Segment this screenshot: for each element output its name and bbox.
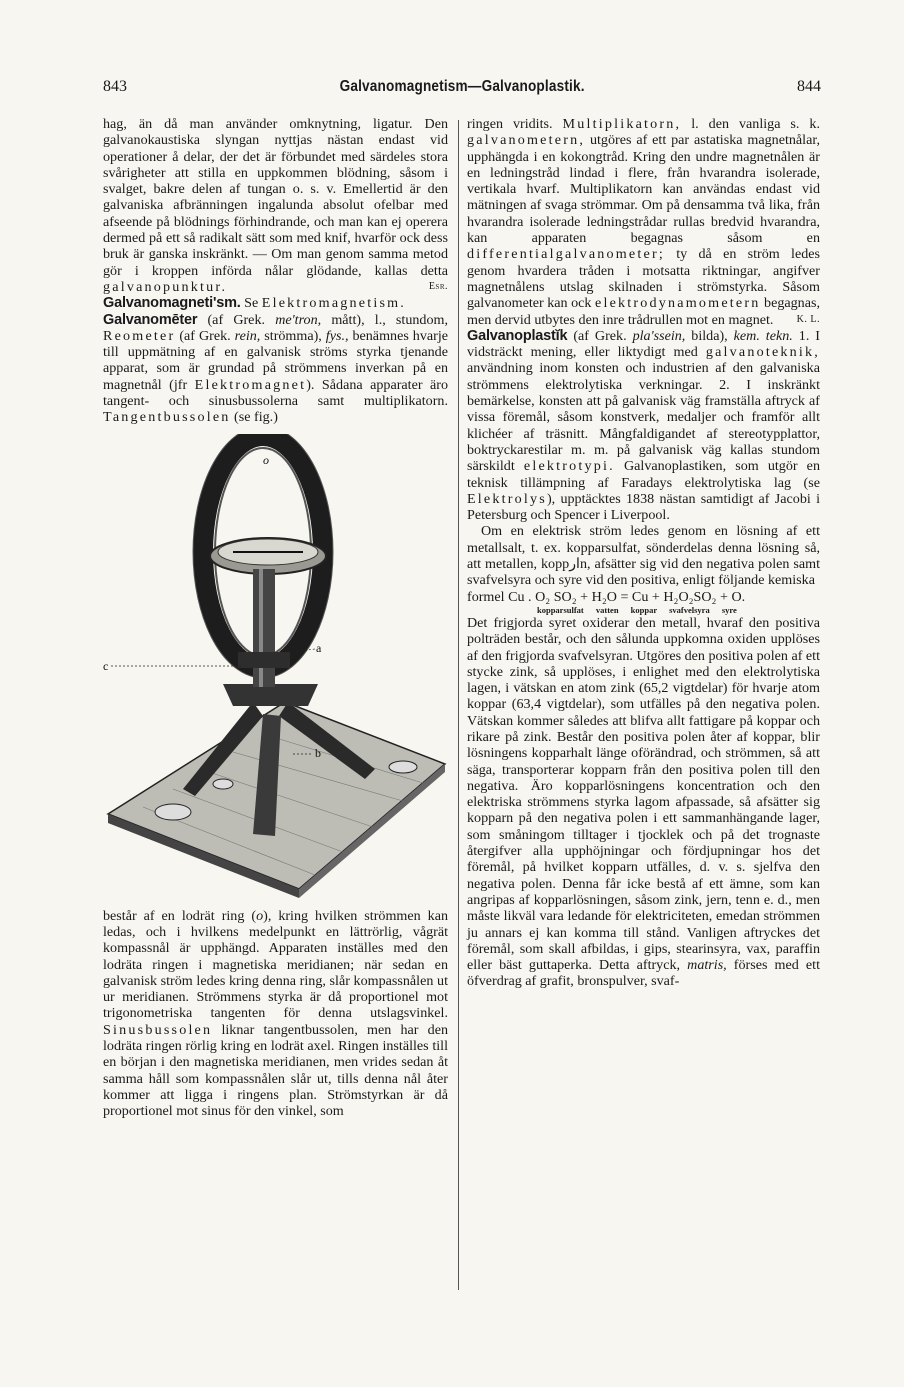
tangent-galvanometer-figure (103, 434, 448, 902)
author-signature: K. L. (796, 313, 820, 325)
headword-galvanoplastik: Galvanoplastĭk (467, 327, 568, 344)
column-divider (458, 120, 459, 1290)
headword-galvanometer: Galvanomēter (103, 311, 198, 328)
tangent-galvanometer-illustration (103, 434, 448, 902)
entry-galvanomagnetism: Galvanomagneti'sm. Se Elektromagnetism. (103, 295, 407, 312)
entry-galvanoplastik: Galvanoplastĭk (af Grek. pla'ssein, bilda), kem. tekn. 1. I vidsträckt mening, eller liktydigt med galvanoteknik, användning inom konsten och industrien af den galvaniska strömmens elektrolytiska verkningar. 2. I inskränkt bemärkelse, konsten att på galvanisk väg framställa aftryck af vissa föremål, såsom konstverk, medaljer och framför allt klichéer af träsnitt. Mångfaldigandet af stereotypplattor, boktryckarestilar m. m. på galvanisk väg kallas stundom särskildt elektrotypi. Galvanoplastiken, som utgör en teknisk tillämpning af Faradays elektrolytiska lag (se Elektrolys), upptäcktes 1838 nästan samtidigt af Jacobi i Petersburg och Spencer i Liverpool. (467, 327, 820, 524)
page-number-right: 844 (797, 78, 821, 95)
paragraph-process: Det frigjorda syret oxiderar den metall, hvaraf den positiva polträden består, och den sålunda uppkomna oxiden upplöses af den frigjorda svafvelsyran. Utgöres den positiva polen af ett stycke zink, så upplöses, i enlighet med den elektrolytiska lagen, i vätskan en atom zink (65,2 vigtdelar) för hvarje atom koppar (63,4 vigtdelar), som utfälles på den negativa polen. Vätskan kommer således att blifva allt fattigare på koppar och rikare på zink. Består den positiva polen åter af koppar, blir lösningens kopparhalt länge oförändrad, och strömmen, så att säga, transporterar kopparn från den positiva polen till den negativa. Äro kopparlösningens koncentration och den elektriska strömmens styrka lagom afpassade, så afsätter sig kopparn på den negativa polen i ett sammanhängande lager, som småningom tilltager i tjocklek och på det trognaste återgifver alla upphöjningar och fördjupningar hos det föremål, på hvilket kopparn utfälles, d. v. s. sjelfva den negativa polen. Denna får icke bestå af ett ämne, som kan angripas af kopparlösningen, såsom zink, jern, tenn e. d., men måste likväl vara ledande för elektriciteten, emedan strömmen ju annars ej kan komma till stånd. Vanligen aftryckes det föremål, som skall afbildas, i gips, stearinsyra, vax, paraffin eller bäst guttaperka. Detta aftryck, matris, förses med ett öfverdrag af grafit, bronspulver, svaf- (467, 614, 821, 990)
right-column (467, 116, 820, 990)
figure-label-o: o (263, 452, 269, 467)
formula-labels: kopparsulfat vatten koppar svafvelsyra syre (537, 604, 737, 615)
left-column (103, 116, 448, 1120)
chemical-formula: formel Cu . O₂ SO₂ + H₂O = Cu + H₂O₂SO₂ + O. (467, 588, 746, 605)
paragraph-galvanokaustik: hag, än då man använder omknytning, ligatur. Den galvanokaustiska slyngan nyttjas nästan endast vid operationer å delar, der det är förbundet med särdeles stora svårigheter att stilla en uppkommen blödning, såsom i svalget, bakre delen af tungan o. s. v. Emellertid är den galvaniska afbränningen ingalunda absolut ofelbar med afseende på blödnings förhindrande, och man kan ej operera dermed på ett så radikalt sätt som med knif, hvarför ock dess bruk är ganska inskränkt. — Om man genom samma metod gör i kroppen införda nålar glödande, kallas detta galvanopunktur. Esr. (103, 116, 448, 295)
page-header (103, 78, 821, 106)
page-number-left: 843 (103, 78, 127, 95)
running-title: Galvanomagnetism—Galvanoplastik. (339, 78, 585, 95)
author-signature: Esr. (428, 280, 448, 292)
figure-label-a: a (316, 640, 322, 655)
paragraph-tangentbussola: består af en lodrät ring (o), kring hvilken strömmen kan ledas, och i hvilkens medelpunkt en lättrörlig, vågrät kompassnål är upphängd. Apparaten inställes med den lodräta ringen i magnetiska meridianen; när sedan en galvanisk ström ledes kring denna ring, slår kompassnålen ut ur meridianen. Strömmens styrka är då proportionel mot trigonometriska tangenten för denna utslagsvinkel. Sinusbussolen liknar tangentbussolen, men har den lodräta ringen rörlig kring en lodrät axel. Ringen inställes till en början i den magnetiska meridianen, men vrides sedan åt samma håll som kompassnålen slår ut, tills denna nål åter kommer att ligga i ringens plan. Strömstyrkan är då proportionel mot sinus för den vinkel, som (103, 907, 448, 1120)
headword-galvanomagnetism: Galvanomagneti'sm. (103, 295, 241, 312)
paragraph-elektrolys: Om en elektrisk ström ledes genom en lösning af ett metallsalt, t. ex. kopparsulfat, sönderdelas denna lösning så, att metallen, koppارn, afsätter sig vid den negativa polen samt svafvelsyra och syre vid den positiva, enligt följande kemiska (467, 523, 820, 589)
paragraph-multiplikator: ringen vridits. Multiplikatorn, l. den vanliga s. k. galvanometern, utgöres af ett par astatiska magnetnålar, upphängda i en kokongtråd. Kring den undre magnetnålen är en ledningstråd lindad i flere, från hvarandra isolerade, vertikala hvarf. Multiplikatorn kan användas endast vid mätningen af svaga strömmar. Om på densamma två lika, från hvarandra isolerade ledningstrådar rullas bredvid hvarandra, kan apparaten begagnas såsom en differentialgalvanometer; ty då en ström ledes genom hvardera tråden i motsatta riktningar, angifver magnetnålens utslag skilnaden i strömstyrka. Såsom galvanometer kan ock elektrodynamometern begagnas, men dervid utbytes den inre trådrullen mot en magnet. K. L. (467, 116, 820, 328)
figure-label-c: c (103, 658, 109, 673)
figure-label-b: b (315, 745, 321, 760)
entry-galvanometer: Galvanomēter (af Grek. me'tron, mått), l., stundom, Reometer (af Grek. rein, strömma), fys., benämnes hvarje till uppmätning af en galvanisk ströms styrka tjenande apparat, som är grundad på strömmens inverkan på en magnetnål (jfr Elektromagnet). Sådana apparater äro tangent- och sinusbussolerna samt multiplikatorn. Tangentbussolen (se fig.) (103, 311, 448, 426)
